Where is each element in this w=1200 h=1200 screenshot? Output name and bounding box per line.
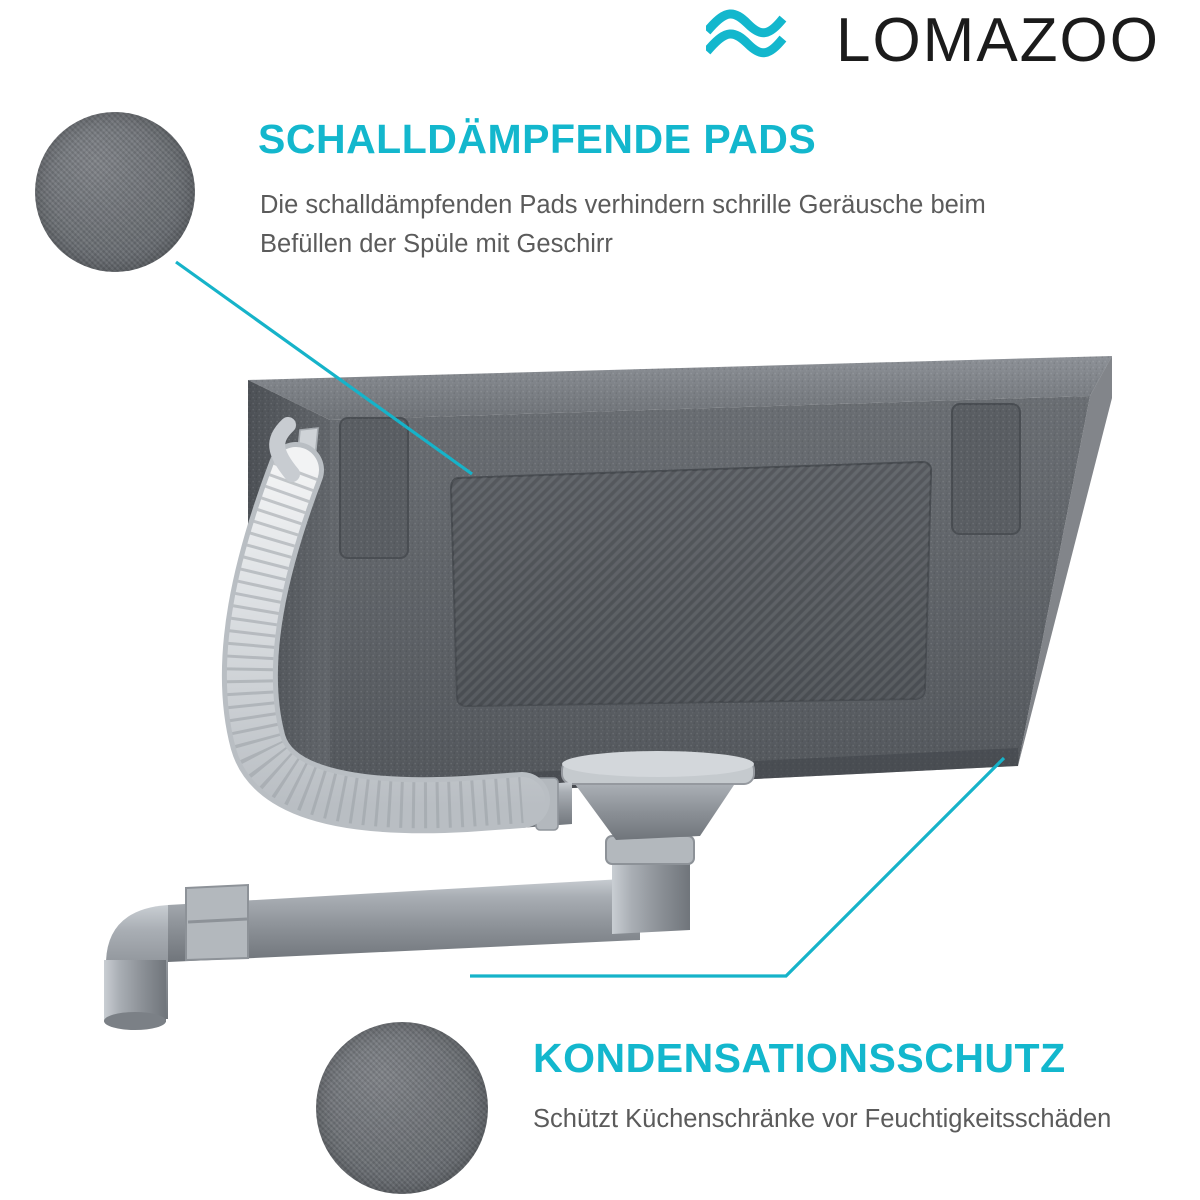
brand-name: LOMAZOO: [835, 6, 1160, 75]
material-swatch-icon-pads: [35, 112, 195, 272]
callout-title-condensation: KONDENSATIONSSCHUTZ: [533, 1035, 1066, 1081]
callout-title-pads: SCHALLDÄMPFENDE PADS: [258, 116, 817, 162]
sound-damping-pad: [451, 462, 931, 706]
callout-body-pads: Die schalldämpfenden Pads verhindern schrille Geräusche beim Befüllen der Spüle mit Geschirr: [260, 191, 986, 258]
waves-icon: [706, 8, 818, 74]
material-swatch-icon-condensation: [316, 1022, 488, 1194]
brand-logo: [706, 8, 1160, 74]
callout-body-condensation: Schützt Küchenschränke vor Feuchtigkeitsschäden: [533, 1105, 1112, 1133]
